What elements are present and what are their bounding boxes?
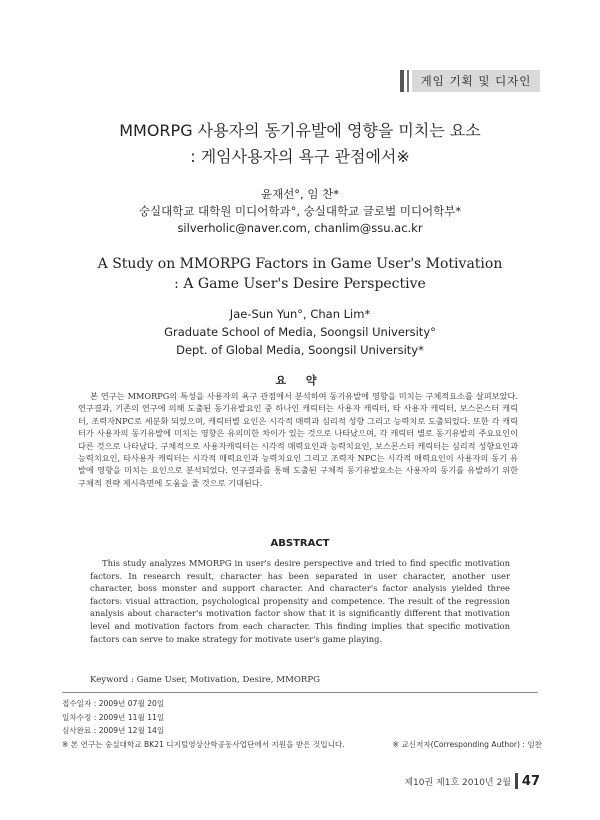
affiliation-korean: 숭실대학교 대학원 미디어학과°, 숭실대학교 글로벌 미디어학부* bbox=[138, 204, 462, 218]
footer-separator bbox=[515, 773, 518, 789]
title-korean bbox=[0, 118, 600, 170]
english-abstract-heading: ABSTRACT bbox=[270, 538, 330, 549]
english-abstract-body: This study analyzes MMORPG in user's desire perspective and tried to find specific motivation factors. In research result, character has been separated in user character, another user character, boss monster and support character. And character's factor analysis yielded three factors: visual attraction, psychological propensity and competence. The result of the regression analysis about character's motivation factor show that it is significantly different that motivation level and motivation factors from each character. This finding implies that specific motivation factors can serve to make strategy for motivate user's game playing. bbox=[90, 558, 510, 644]
page-number: 47 bbox=[521, 773, 540, 789]
affiliation-english-2: Dept. of Global Media, Soongsil University* bbox=[176, 343, 424, 357]
title-english-line1: A Study on MMORPG Factors in Game User's Motivation bbox=[97, 256, 503, 272]
article-metadata bbox=[62, 697, 542, 751]
title-english bbox=[0, 254, 600, 294]
tag-bar-thin bbox=[407, 70, 409, 92]
accepted-date: 심사완료 : 2009년 12월 14일 bbox=[62, 726, 165, 736]
title-korean-line2: : 게임사용자의 욕구 관점에서※ bbox=[190, 147, 410, 166]
tag-bar-thick bbox=[400, 70, 404, 92]
page-footer bbox=[360, 770, 540, 792]
author-emails: silverholic@naver.com, chanlim@ssu.ac.kr bbox=[177, 221, 423, 235]
title-english-line2: : A Game User's Desire Perspective bbox=[174, 276, 426, 292]
section-tag-label: 게임 기획 및 디자인 bbox=[412, 70, 540, 92]
authors-english bbox=[0, 305, 600, 359]
issue-info: 제10권 제1호 2010년 2월 bbox=[404, 777, 511, 788]
korean-abstract-heading: 요 약 bbox=[275, 374, 325, 387]
affiliation-english-1: Graduate School of Media, Soongsil University° bbox=[164, 325, 436, 339]
credits-row bbox=[62, 738, 542, 752]
received-date: 접수일자 : 2009년 07월 20일 bbox=[62, 699, 165, 708]
corresponding-author: ※ 교신저자(Corresponding Author) : 임찬 bbox=[392, 739, 542, 749]
divider-rule bbox=[62, 692, 538, 693]
korean-abstract-body: 본 연구는 MMORPG의 특성을 사용자의 욕구 관점에서 분석하여 동기유발에 영향을 미치는 구체적요소를 살펴보았다. 연구결과, 기존의 연구에 의해 도출된 동기유발요인 중 하나인 캐릭터는 사용자 캐릭터, 타 사용자 캐릭터, 보스몬스터 캐릭터, 조력자NPC로 세분화 되었으며, 캐릭터별 요인은 시각적 매력과 심리적 성향 그리고 능력치로 도출되었다. 또한 각 캐릭터가 사용자의 동기유발에 미치는 영향은 유의미한 차이가 있는 것으로 나타났으며, 각 캐릭터 별로 동기유발의 주요요인이 다른 것으로 나타났다. 구체적으로 사용자캐릭터는 시각적 매력요인과 능력치요인, 보스몬스터 캐릭터는 심리적 성향요인과 능력치요인, 타사용자 캐릭터는 시각적 매력요인과 능력치요인 그리고 조력자 NPC는 시각적 매력요인이 사용자의 동기 유발에 영향을 미치는 요인으로 분석되었다. 연구결과를 통해 도출된 구체적 동기유발요소는 사용자의 동기를 유발하기 위한 구체적 전략 제시측면에 도움을 줄 것으로 기대된다. bbox=[78, 391, 518, 488]
keywords: Keyword : Game User, Motivation, Desire, MMORPG bbox=[90, 675, 321, 685]
title-korean-line1: MMORPG 사용자의 동기유발에 영향을 미치는 요소 bbox=[119, 121, 481, 140]
revised-date: 일차수정 : 2009년 11월 11일 bbox=[62, 712, 165, 722]
author-names-english: Jae-Sun Yun°, Chan Lim* bbox=[229, 307, 371, 321]
authors-korean bbox=[0, 186, 600, 237]
section-tag bbox=[400, 70, 540, 92]
funding-note: ※ 본 연구는 숭실대학교 BK21 디지털영상산학공동사업단에서 지원을 받은 것입니다. bbox=[62, 739, 345, 749]
author-names-korean: 윤재선°, 임 찬* bbox=[260, 187, 339, 201]
